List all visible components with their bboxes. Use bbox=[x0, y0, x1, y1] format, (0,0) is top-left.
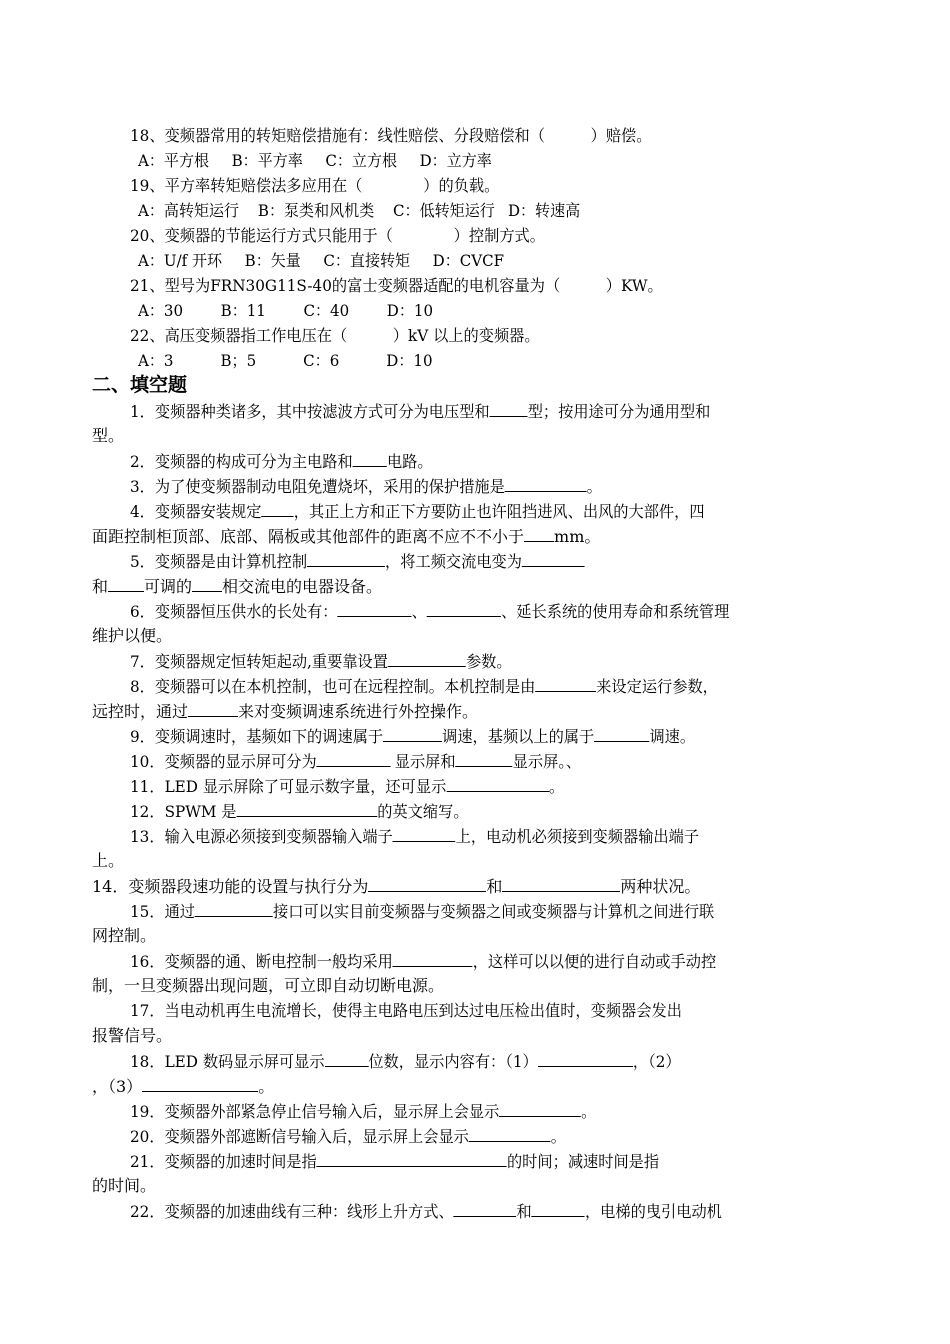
answer-blank[interactable] bbox=[192, 575, 222, 592]
answer-blank[interactable] bbox=[456, 750, 513, 767]
fill-question-5-cont: 和 可调的 相交流电的电器设备。 bbox=[92, 577, 383, 596]
answer-blank[interactable] bbox=[538, 1050, 633, 1067]
fill-question-2: 2．变频器的构成可分为主电路和 电路。 bbox=[130, 452, 433, 471]
fill-question-1: 1．变频器种类诸多，其中按滤波方式可分为电压型和 型；按用途可分为通用型和 bbox=[130, 402, 711, 421]
answer-blank[interactable] bbox=[502, 875, 620, 892]
choice-options-19: A：高转矩运行 B：泵类和风机类 C：低转矩运行 D：转速高 bbox=[138, 201, 581, 220]
answer-blank[interactable] bbox=[353, 450, 387, 467]
fill-question-16-cont: 制，一旦变频器出现问题，可立即自动切断电源。 bbox=[92, 976, 445, 995]
answer-blank[interactable] bbox=[393, 950, 473, 967]
fill-question-8: 8．变频器可以在本机控制，也可在远程控制。本机控制是由 来设定运行参数， bbox=[130, 677, 718, 696]
fill-question-16: 16．变频器的通、断电控制一般均采用 ，这样可以以便的进行自动或手动控 bbox=[130, 952, 717, 971]
answer-blank[interactable] bbox=[594, 725, 649, 742]
answer-blank[interactable] bbox=[446, 775, 549, 792]
answer-blank[interactable] bbox=[325, 1050, 369, 1067]
fill-question-21-cont: 的时间。 bbox=[92, 1176, 157, 1195]
fill-question-20: 20．变频器外部遮断信号输入后，显示屏上会显示 。 bbox=[130, 1127, 566, 1146]
answer-blank[interactable] bbox=[532, 1200, 585, 1217]
fill-question-3: 3．为了使变频器制动电阻免遭烧坏，采用的保护措施是 。 bbox=[130, 477, 602, 496]
fill-question-18: 18．LED 数码显示屏可显示 位数，显示内容有：（1） ，（2） bbox=[130, 1052, 681, 1071]
fill-question-13: 13．输入电源必须接到变频器输入端子 上，电动机必须接到变频器输出端子 bbox=[130, 827, 700, 846]
answer-blank[interactable] bbox=[307, 550, 385, 567]
answer-blank[interactable] bbox=[388, 650, 466, 667]
answer-blank[interactable] bbox=[427, 600, 501, 617]
fill-question-22: 22．变频器的加速曲线有三种：线形上升方式、 和 ，电梯的曳引电动机 bbox=[130, 1202, 722, 1221]
choice-options-20: A：U/f 开环 B：矢量 C：直接转矩 D：CVCF bbox=[138, 251, 505, 270]
fill-question-9: 9．变频调速时，基频如下的调速属于 调速，基频以上的属于 调速。 bbox=[130, 727, 696, 746]
answer-blank[interactable] bbox=[505, 475, 587, 492]
choice-options-22: A：3 B；5 C：6 D：10 bbox=[138, 351, 433, 370]
fill-question-15: 15．通过 接口可以实目前变频器与变频器之间或变频器与计算机之间进行联 bbox=[130, 902, 715, 921]
section-heading: 二、填空题 bbox=[92, 374, 188, 396]
fill-question-17: 17．当电动机再生电流增长，使得主电路电压到达过电压检出值时，变频器会发出 bbox=[130, 1001, 682, 1020]
answer-blank[interactable] bbox=[535, 675, 596, 692]
fill-question-4-cont: 面距控制柜顶部、底部、隔板或其他部件的距离不应不不小于 mm。 bbox=[92, 527, 601, 546]
answer-blank[interactable] bbox=[108, 575, 144, 592]
answer-blank[interactable] bbox=[490, 400, 528, 417]
fill-question-5: 5．变频器是由计算机控制 ，将工频交流电变为 bbox=[130, 550, 862, 573]
choice-options-18: A：平方根 B：平方率 C：立方根 D：立方率 bbox=[138, 151, 492, 170]
answer-blank[interactable] bbox=[454, 1200, 517, 1217]
fill-question-11: 11．LED 显示屏除了可显示数字量，还可显示 。 bbox=[130, 777, 565, 796]
choice-question-19: 19、平方率转矩赔偿法多应用在（ ）的负载。 bbox=[130, 176, 500, 195]
fill-question-8-cont: 远控时，通过 来对变频调速系统进行外控操作。 bbox=[92, 702, 479, 721]
choice-question-20: 20、变频器的节能运行方式只能用于（ ）控制方式。 bbox=[130, 226, 545, 245]
choice-question-22: 22、高压变频器指工作电压在（ ）kV 以上的变频器。 bbox=[130, 326, 540, 345]
answer-blank[interactable] bbox=[368, 875, 486, 892]
fill-question-14: 14．变频器段速功能的设置与执行分为 和 两种状况。 bbox=[92, 877, 701, 896]
fill-question-18-cont: ，（3） 。 bbox=[92, 1077, 275, 1096]
answer-blank[interactable] bbox=[337, 600, 411, 617]
fill-question-4: 4．变频器安装规定 ，其正上方和正下方要防止也许阻挡进风、出风的大部件，四 bbox=[130, 502, 705, 521]
answer-blank[interactable] bbox=[469, 1125, 551, 1142]
fill-question-12: 12．SPWM 是 的英文缩写。 bbox=[130, 802, 469, 821]
choice-question-21: 21、型号为FRN30G11S-40的富士变频器适配的电机容量为（ ）KW。 bbox=[130, 276, 663, 295]
choice-question-18: 18、变频器常用的转矩赔偿措施有：线性赔偿、分段赔偿和（ ）赔偿。 bbox=[130, 126, 652, 145]
fill-question-21: 21．变频器的加速时间是指 的时间；减速时间是指 bbox=[130, 1152, 660, 1171]
choice-options-21: A：30 B：11 C：40 D：10 bbox=[138, 301, 434, 320]
answer-blank[interactable] bbox=[499, 1100, 581, 1117]
fill-question-17-cont: 报警信号。 bbox=[92, 1026, 173, 1045]
fill-question-6-cont: 维护以便。 bbox=[92, 626, 173, 645]
answer-blank[interactable] bbox=[261, 500, 293, 517]
fill-question-15-cont: 网控制。 bbox=[92, 926, 157, 945]
answer-blank[interactable] bbox=[393, 825, 456, 842]
answer-blank[interactable] bbox=[188, 700, 238, 717]
fill-question-13-cont: 上。 bbox=[92, 851, 125, 870]
answer-blank[interactable] bbox=[317, 1150, 507, 1167]
answer-blank[interactable] bbox=[195, 900, 273, 917]
answer-blank[interactable] bbox=[383, 725, 442, 742]
fill-question-1-cont: 型。 bbox=[92, 426, 125, 445]
answer-blank[interactable] bbox=[237, 800, 378, 817]
answer-blank[interactable] bbox=[522, 550, 585, 567]
fill-question-19: 19．变频器外部紧急停止信号输入后，显示屏上会显示 。 bbox=[130, 1102, 597, 1121]
fill-question-10: 10．变频器的显示屏可分为 显示屏和 显示屏。、 bbox=[130, 752, 582, 771]
answer-blank[interactable] bbox=[317, 750, 391, 767]
answer-blank[interactable] bbox=[142, 1075, 258, 1092]
fill-question-7: 7．变频器规定恒转矩起动,重要靠设置 参数。 bbox=[130, 652, 512, 671]
fill-question-6: 6．变频器恒压供水的长处有： 、 、延长系统的使用寿命和系统管理 bbox=[130, 602, 730, 621]
answer-blank[interactable] bbox=[524, 525, 554, 542]
